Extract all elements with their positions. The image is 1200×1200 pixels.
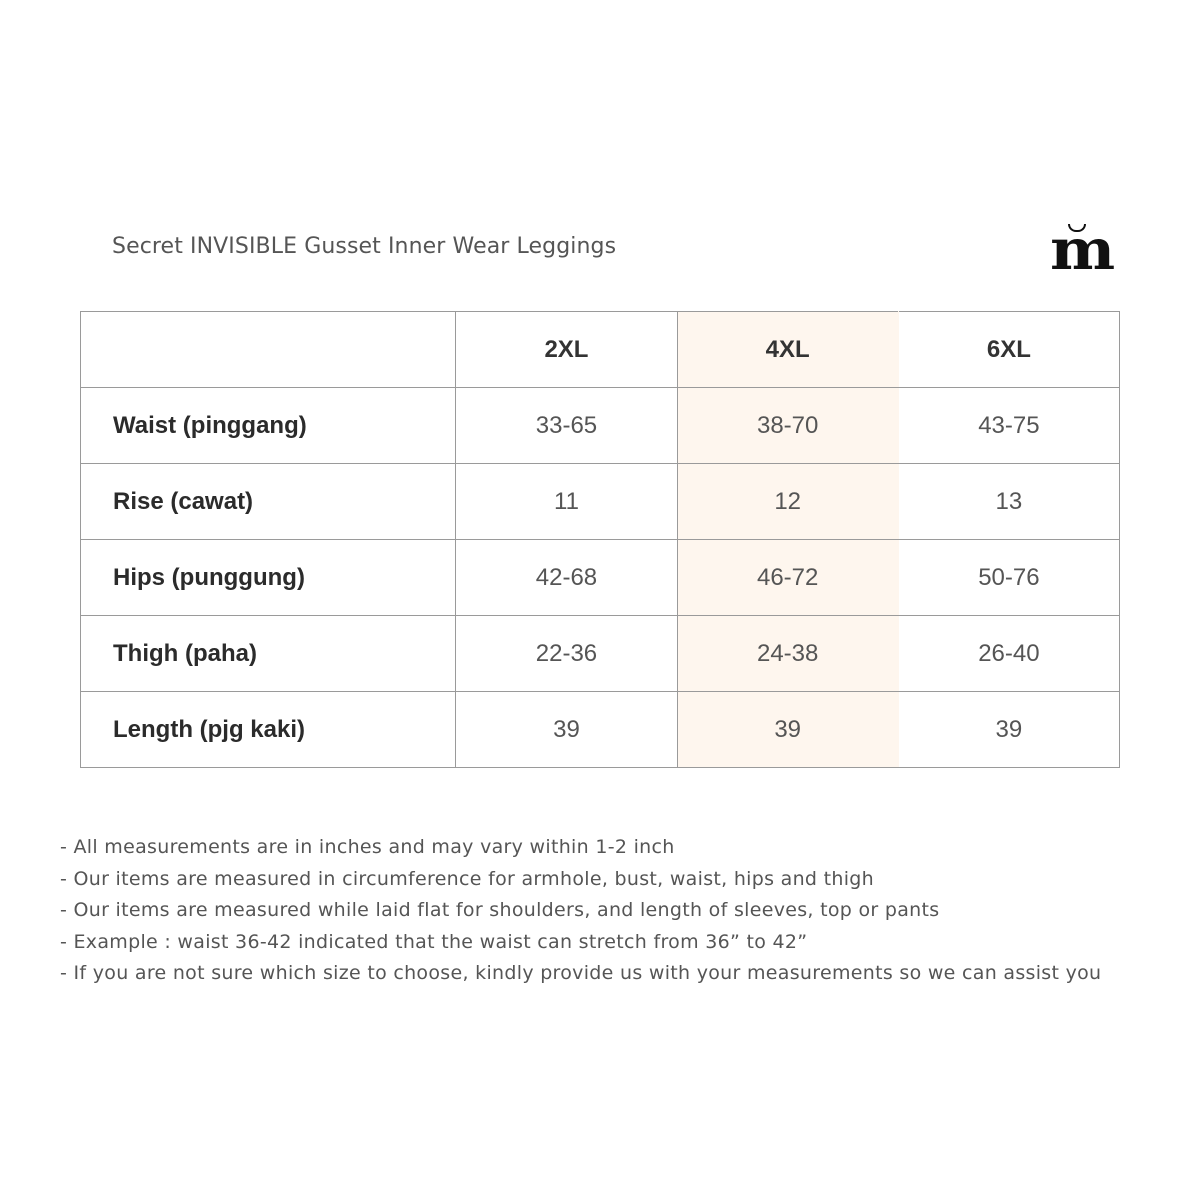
note-line: - All measurements are in inches and may vary within 1-2 inch <box>60 836 675 858</box>
table-row <box>81 464 1120 540</box>
row-label-thigh: Thigh (paha) <box>81 616 456 692</box>
note-line: - Our items are measured in circumference for armhole, bust, waist, hips and thigh <box>60 867 874 890</box>
cell-rise-2xl: 11 <box>456 464 677 540</box>
table-row <box>81 540 1120 616</box>
cell-hips-6xl: 50-76 <box>898 540 1119 616</box>
page-title: Secret INVISIBLE Gusset Inner Wear Leggings <box>112 234 617 259</box>
note-line: - If you are not sure which size to choose, kindly provide us with your measurements so we can assist you <box>60 962 1102 984</box>
brand-logo <box>1050 217 1116 283</box>
cell-length-4xl: 39 <box>677 692 898 768</box>
cell-waist-2xl: 33-65 <box>456 388 677 464</box>
cell-length-2xl: 39 <box>456 692 677 768</box>
note-line: - Example : waist 36-42 indicated that the waist can stretch from 36” to 42” <box>60 930 808 953</box>
cell-hips-4xl: 46-72 <box>677 540 898 616</box>
size-header-6xl: 6XL <box>898 312 1119 388</box>
row-label-rise: Rise (cawat) <box>81 464 456 540</box>
table-header-row <box>81 312 1120 388</box>
cell-length-6xl: 39 <box>898 692 1119 768</box>
cell-thigh-6xl: 26-40 <box>898 616 1119 692</box>
row-label-length: Length (pjg kaki) <box>81 692 456 768</box>
cell-waist-6xl: 43-75 <box>898 388 1119 464</box>
row-label-waist: Waist (pinggang) <box>81 388 456 464</box>
note-line: - Our items are measured while laid flat for shoulders, and length of sleeves, top or pants <box>60 899 940 921</box>
cell-rise-6xl: 13 <box>898 464 1119 540</box>
logo-letter: m <box>1050 217 1116 283</box>
measurement-notes <box>60 832 1101 990</box>
cell-thigh-2xl: 22-36 <box>456 616 677 692</box>
table-row <box>81 692 1120 768</box>
row-label-hips: Hips (punggung) <box>81 540 456 616</box>
table-corner-cell <box>81 312 456 388</box>
size-header-2xl: 2XL <box>456 312 677 388</box>
cell-hips-2xl: 42-68 <box>456 540 677 616</box>
cell-thigh-4xl: 24-38 <box>677 616 898 692</box>
size-chart-table <box>80 311 1120 768</box>
cell-rise-4xl: 12 <box>677 464 898 540</box>
table-row <box>81 616 1120 692</box>
table-row <box>81 388 1120 464</box>
cell-waist-4xl: 38-70 <box>677 388 898 464</box>
size-header-4xl: 4XL <box>677 312 898 388</box>
